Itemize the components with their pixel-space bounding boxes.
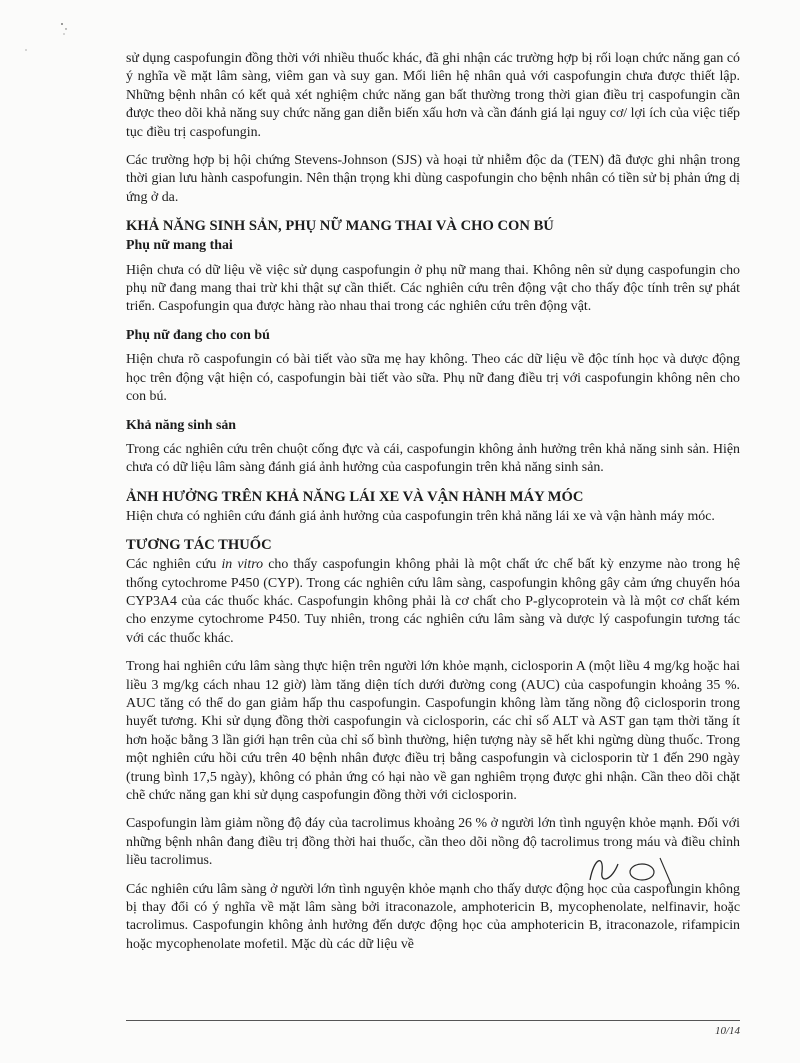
heading-driving-machines: ẢNH HƯỞNG TRÊN KHẢ NĂNG LÁI XE VÀ VẬN HÀNH MÁY MÓC bbox=[126, 488, 584, 505]
paragraph-ciclosporin: Trong hai nghiên cứu lâm sàng thực hiện trên người lớn khỏe mạnh, ciclosporin A (một liều 4 mg/kg hoặc hai liều 3 mg/kg cách nhau 12 giờ) làm tăng diện tích dưới đường cong (AUC) của caspofungin khoảng 35 %. AUC tăng có thể do gan giảm hấp thu caspofungin. Caspofungin không làm tăng nồng độ ciclosporin trong huyết tương. Khi sử dụng đồng thời caspofungin và ciclosporin, các chỉ số ALT và AST gan tạm thời tăng ít hơn hoặc bằng 3 lần giới hạn trên của chỉ số bình thường, hiện tượng này sẽ hết khi ngừng dùng thuốc. Trong một nghiên cứu hồi cứu trên 40 bệnh nhân được điều trị bằng caspofungin và ciclosporin từ 1 đến 290 ngày (trung bình 17,5 ngày), không có phản ứng có hại nào về gan nghiêm trọng được ghi nhận. Cần theo dõi chặt chẽ chức năng gan khi sử dụng caspofungin đồng thời với ciclosporin. bbox=[126, 659, 740, 803]
page-number: 10/14 bbox=[714, 1025, 740, 1037]
subheading-pregnant-women: Phụ nữ mang thai bbox=[126, 238, 233, 254]
paragraph-pharmacokinetics: Các nghiên cứu lâm sàng ở người lớn tình nguyện khỏe mạnh cho thấy dược động học của caspofungin không bị thay đổi có ý nghĩa về mặt lâm sàng bởi itraconazole, amphotericin B, mycophenolate, nelfinavir, hoặc tacrolimus. Caspofungin không ảnh hưởng đến dược động học của amphotericin B, itraconazole, rifampicin hoặc mycophenolate mofetil. Mặc dù các dữ liệu về bbox=[126, 881, 740, 952]
document-body bbox=[126, 50, 740, 964]
paragraph-in-vitro bbox=[126, 556, 740, 648]
paragraph-tacrolimus: Caspofungin làm giảm nồng độ đáy của tacrolimus khoảng 26 % ở người lớn tình nguyện khỏe mạnh. Đối với những bệnh nhân đang điều trị đồng thời hai thuốc, cần theo dõi nồng độ tacrolimus trong máu và điều chỉnh liều tacrolimus. bbox=[126, 816, 740, 869]
subheading-breastfeeding: Phụ nữ đang cho con bú bbox=[126, 327, 270, 343]
paragraph-in-vitro-start: Các nghiên cứu bbox=[126, 557, 222, 573]
paragraph-driving: Hiện chưa có nghiên cứu đánh giá ảnh hưởng của caspofungin trên khả năng lái xe và vận hành máy móc. bbox=[126, 508, 715, 524]
scan-specks bbox=[20, 20, 80, 60]
heading-fertility-pregnancy: KHẢ NĂNG SINH SẢN, PHỤ NỮ MANG THAI VÀ CHO CON BÚ bbox=[126, 218, 554, 235]
paragraph-in-vitro-rest: cho thấy caspofungin không phải là một chất ức chế bất kỳ enzyme nào trong hệ thống cytochrome P450 (CYP). Trong các nghiên cứu lâm sàng, caspofungin không gây cảm ứng chuyển hóa CYP3A4 của các thuốc khác. Caspofungin không phải là cơ chất cho P-glycoprotein và là một cơ chất kém cho enzyme cytochrome P450. Tuy nhiên, trong các nghiên cứu lâm sàng và dược lý caspofungin tương tác với các thuốc khác. bbox=[126, 557, 740, 646]
paragraph-liver-function: sử dụng caspofungin đồng thời với nhiều thuốc khác, đã ghi nhận các trường hợp bị rối loạn chức năng gan có ý nghĩa về mặt lâm sàng, viêm gan và suy gan. Mối liên hệ nhân quả với caspofungin chưa được thiết lập. Những bệnh nhân có kết quả xét nghiệm chức năng gan bất thường trong thời gian điều trị caspofungin cần được theo dõi khả năng suy chức năng gan diễn biến xấu hơn và cần đánh giá lại nguy cơ/ lợi ích của việc tiếp tục điều trị caspofungin. bbox=[126, 51, 740, 140]
footer-rule bbox=[126, 1020, 740, 1021]
heading-drug-interactions: TƯƠNG TÁC THUỐC bbox=[126, 537, 272, 554]
subheading-fertility: Khả năng sinh sản bbox=[126, 417, 237, 433]
in-vitro-italic: in vitro bbox=[221, 557, 264, 573]
paragraph-breastfeeding: Hiện chưa rõ caspofungin có bài tiết vào sữa mẹ hay không. Theo các dữ liệu về độc tính học và dược động học trên động vật hiện có, caspofungin bài tiết vào sữa. Phụ nữ đang điều trị với caspofungin không nên cho con bú. bbox=[126, 352, 740, 405]
paragraph-pregnancy: Hiện chưa có dữ liệu về việc sử dụng caspofungin ở phụ nữ mang thai. Không nên sử dụng caspofungin cho phụ nữ đang mang thai trừ khi thật sự cần thiết. Các nghiên cứu trên động vật cho thấy độc tính trên sự phát triển. Caspofungin qua được hàng rào nhau thai trong các nghiên cứu trên động vật. bbox=[126, 262, 740, 315]
paragraph-fertility: Trong các nghiên cứu trên chuột cống đực và cái, caspofungin không ảnh hưởng trên khả năng sinh sản. Hiện chưa có dữ liệu lâm sàng đánh giá ảnh hưởng của caspofungin trên khả năng sinh sản. bbox=[126, 441, 740, 476]
paragraph-sjs-ten: Các trường hợp bị hội chứng Stevens-Johnson (SJS) và hoại tử nhiễm độc da (TEN) đã được ghi nhận trong thời gian lưu hành caspofungin. Nên thận trọng khi dùng caspofungin cho bệnh nhân có tiền sử bị phản ứng dị ứng ở da. bbox=[126, 153, 740, 205]
handwritten-mark bbox=[560, 850, 680, 890]
